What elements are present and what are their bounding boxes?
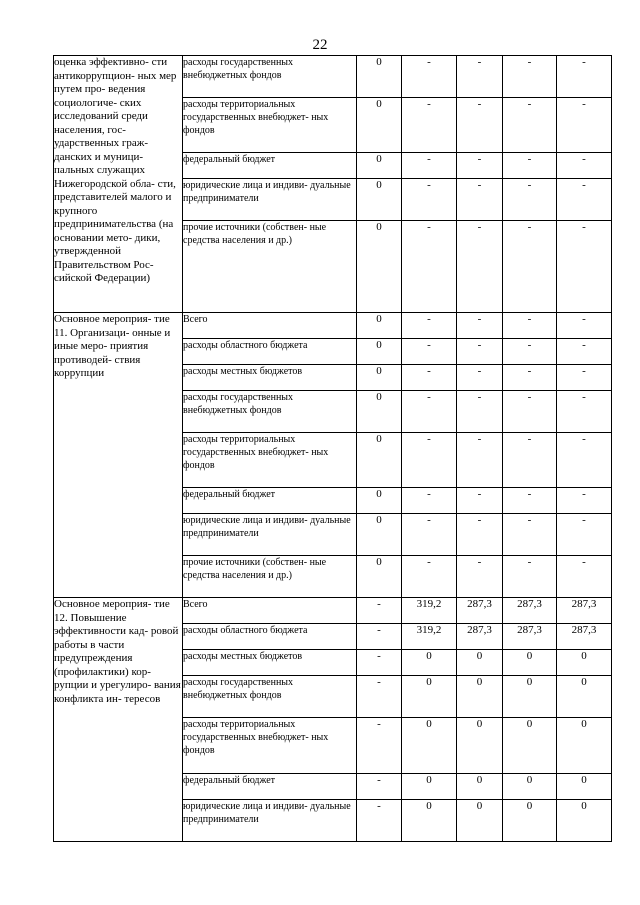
funding-source: Всего	[183, 598, 357, 624]
value-cell: -	[402, 556, 457, 598]
value-cell: -	[557, 56, 612, 98]
value-cell: 287,3	[457, 624, 503, 650]
value-cell: -	[503, 339, 557, 365]
value-cell: 0	[402, 650, 457, 676]
value-cell: -	[357, 598, 402, 624]
funding-source: прочие источники (собствен- ные средства населения и др.)	[183, 556, 357, 598]
value-cell: 0	[457, 718, 503, 774]
value-cell: 0	[457, 800, 503, 842]
value-cell: -	[457, 365, 503, 391]
value-cell: -	[503, 488, 557, 514]
value-cell: -	[557, 153, 612, 179]
value-cell: 287,3	[503, 598, 557, 624]
value-cell: 0	[557, 800, 612, 842]
value-cell: 0	[357, 488, 402, 514]
value-cell: -	[503, 313, 557, 339]
activity-description: Основное мероприя- тие 12. Повышение эффективности кад- ровой работы в части предупреждения (профилактики) кор- рупции и урегулиро- вания конфликта ин- тересов	[54, 598, 183, 842]
value-cell: -	[457, 179, 503, 221]
value-cell: 0	[557, 718, 612, 774]
budget-table-body	[54, 56, 612, 842]
value-cell: -	[402, 98, 457, 153]
value-cell: -	[457, 556, 503, 598]
value-cell: 0	[503, 718, 557, 774]
value-cell: -	[357, 774, 402, 800]
value-cell: -	[402, 433, 457, 488]
value-cell: -	[357, 718, 402, 774]
value-cell: 0	[503, 650, 557, 676]
value-cell: -	[402, 514, 457, 556]
value-cell: -	[357, 800, 402, 842]
budget-table	[53, 55, 612, 842]
value-cell: 287,3	[557, 624, 612, 650]
value-cell: 0	[357, 56, 402, 98]
value-cell: -	[402, 339, 457, 365]
value-cell: 0	[357, 339, 402, 365]
value-cell: -	[557, 556, 612, 598]
value-cell: -	[557, 313, 612, 339]
funding-source: прочие источники (собствен- ные средства населения и др.)	[183, 221, 357, 313]
funding-source: Всего	[183, 313, 357, 339]
value-cell: -	[503, 153, 557, 179]
funding-source: расходы местных бюджетов	[183, 365, 357, 391]
value-cell: -	[457, 514, 503, 556]
funding-source: юридические лица и индиви- дуальные предприниматели	[183, 514, 357, 556]
value-cell: 287,3	[457, 598, 503, 624]
funding-source: федеральный бюджет	[183, 488, 357, 514]
value-cell: 0	[557, 650, 612, 676]
value-cell: -	[557, 221, 612, 313]
funding-source: юридические лица и индиви- дуальные предприниматели	[183, 179, 357, 221]
value-cell: -	[457, 221, 503, 313]
value-cell: -	[503, 179, 557, 221]
value-cell: 287,3	[503, 624, 557, 650]
value-cell: 0	[557, 676, 612, 718]
value-cell: -	[457, 433, 503, 488]
value-cell: 0	[402, 718, 457, 774]
value-cell: -	[557, 488, 612, 514]
funding-source: расходы государственных внебюджетных фондов	[183, 56, 357, 98]
value-cell: 0	[557, 774, 612, 800]
value-cell: 0	[457, 650, 503, 676]
value-cell: -	[402, 488, 457, 514]
value-cell: -	[457, 153, 503, 179]
funding-source: расходы территориальных государственных внебюджет- ных фондов	[183, 98, 357, 153]
value-cell: 0	[357, 221, 402, 313]
value-cell: -	[503, 514, 557, 556]
value-cell: -	[457, 488, 503, 514]
value-cell: 0	[357, 179, 402, 221]
value-cell: 319,2	[402, 624, 457, 650]
value-cell: 0	[357, 313, 402, 339]
funding-source: расходы территориальных государственных внебюджет- ных фондов	[183, 433, 357, 488]
value-cell: -	[503, 221, 557, 313]
value-cell: -	[503, 365, 557, 391]
value-cell: -	[402, 365, 457, 391]
value-cell: 319,2	[402, 598, 457, 624]
value-cell: 0	[357, 153, 402, 179]
value-cell: -	[457, 313, 503, 339]
value-cell: -	[503, 433, 557, 488]
table-row	[54, 598, 612, 624]
funding-source: расходы местных бюджетов	[183, 650, 357, 676]
table-row	[54, 313, 612, 339]
value-cell: 0	[457, 774, 503, 800]
value-cell: 287,3	[557, 598, 612, 624]
value-cell: -	[557, 339, 612, 365]
value-cell: -	[402, 221, 457, 313]
value-cell: -	[457, 391, 503, 433]
value-cell: -	[457, 339, 503, 365]
value-cell: -	[557, 433, 612, 488]
value-cell: 0	[357, 365, 402, 391]
value-cell: -	[557, 365, 612, 391]
funding-source: расходы территориальных государственных внебюджет- ных фондов	[183, 718, 357, 774]
value-cell: 0	[357, 391, 402, 433]
funding-source: федеральный бюджет	[183, 774, 357, 800]
value-cell: -	[402, 313, 457, 339]
funding-source: расходы государственных внебюджетных фондов	[183, 391, 357, 433]
activity-description: Основное мероприя- тие 11. Организаци- онные и иные меро- приятия противодей- ствия коррупции	[54, 313, 183, 598]
value-cell: -	[457, 56, 503, 98]
value-cell: 0	[402, 800, 457, 842]
value-cell: -	[503, 98, 557, 153]
value-cell: -	[503, 556, 557, 598]
value-cell: -	[503, 56, 557, 98]
value-cell: 0	[402, 774, 457, 800]
value-cell: -	[503, 391, 557, 433]
value-cell: -	[557, 179, 612, 221]
value-cell: -	[402, 391, 457, 433]
value-cell: -	[357, 676, 402, 718]
funding-source: юридические лица и индиви- дуальные предприниматели	[183, 800, 357, 842]
value-cell: 0	[457, 676, 503, 718]
value-cell: 0	[503, 800, 557, 842]
value-cell: 0	[402, 676, 457, 718]
value-cell: -	[402, 179, 457, 221]
value-cell: 0	[503, 774, 557, 800]
value-cell: -	[357, 650, 402, 676]
value-cell: -	[402, 56, 457, 98]
value-cell: 0	[357, 433, 402, 488]
funding-source: федеральный бюджет	[183, 153, 357, 179]
funding-source: расходы областного бюджета	[183, 339, 357, 365]
value-cell: 0	[357, 514, 402, 556]
value-cell: 0	[503, 676, 557, 718]
funding-source: расходы государственных внебюджетных фондов	[183, 676, 357, 718]
table-row	[54, 56, 612, 98]
value-cell: -	[557, 514, 612, 556]
value-cell: -	[557, 391, 612, 433]
value-cell: -	[357, 624, 402, 650]
page-number: 22	[312, 37, 328, 53]
value-cell: 0	[357, 98, 402, 153]
funding-source: расходы областного бюджета	[183, 624, 357, 650]
value-cell: -	[457, 98, 503, 153]
value-cell: -	[557, 98, 612, 153]
activity-description: оценка эффективно- сти антикоррупцион- ных мер путем про- ведения социологиче- ских исследований среди населения, гос- ударственных граж- данских и муници- пальных служащих Нижегородской обла- сти, представителей малого и крупного предпринимательства (на основании мето- дики, утвержденной Правительством Рос- сийской Федерации)	[54, 56, 183, 313]
value-cell: -	[402, 153, 457, 179]
value-cell: 0	[357, 556, 402, 598]
